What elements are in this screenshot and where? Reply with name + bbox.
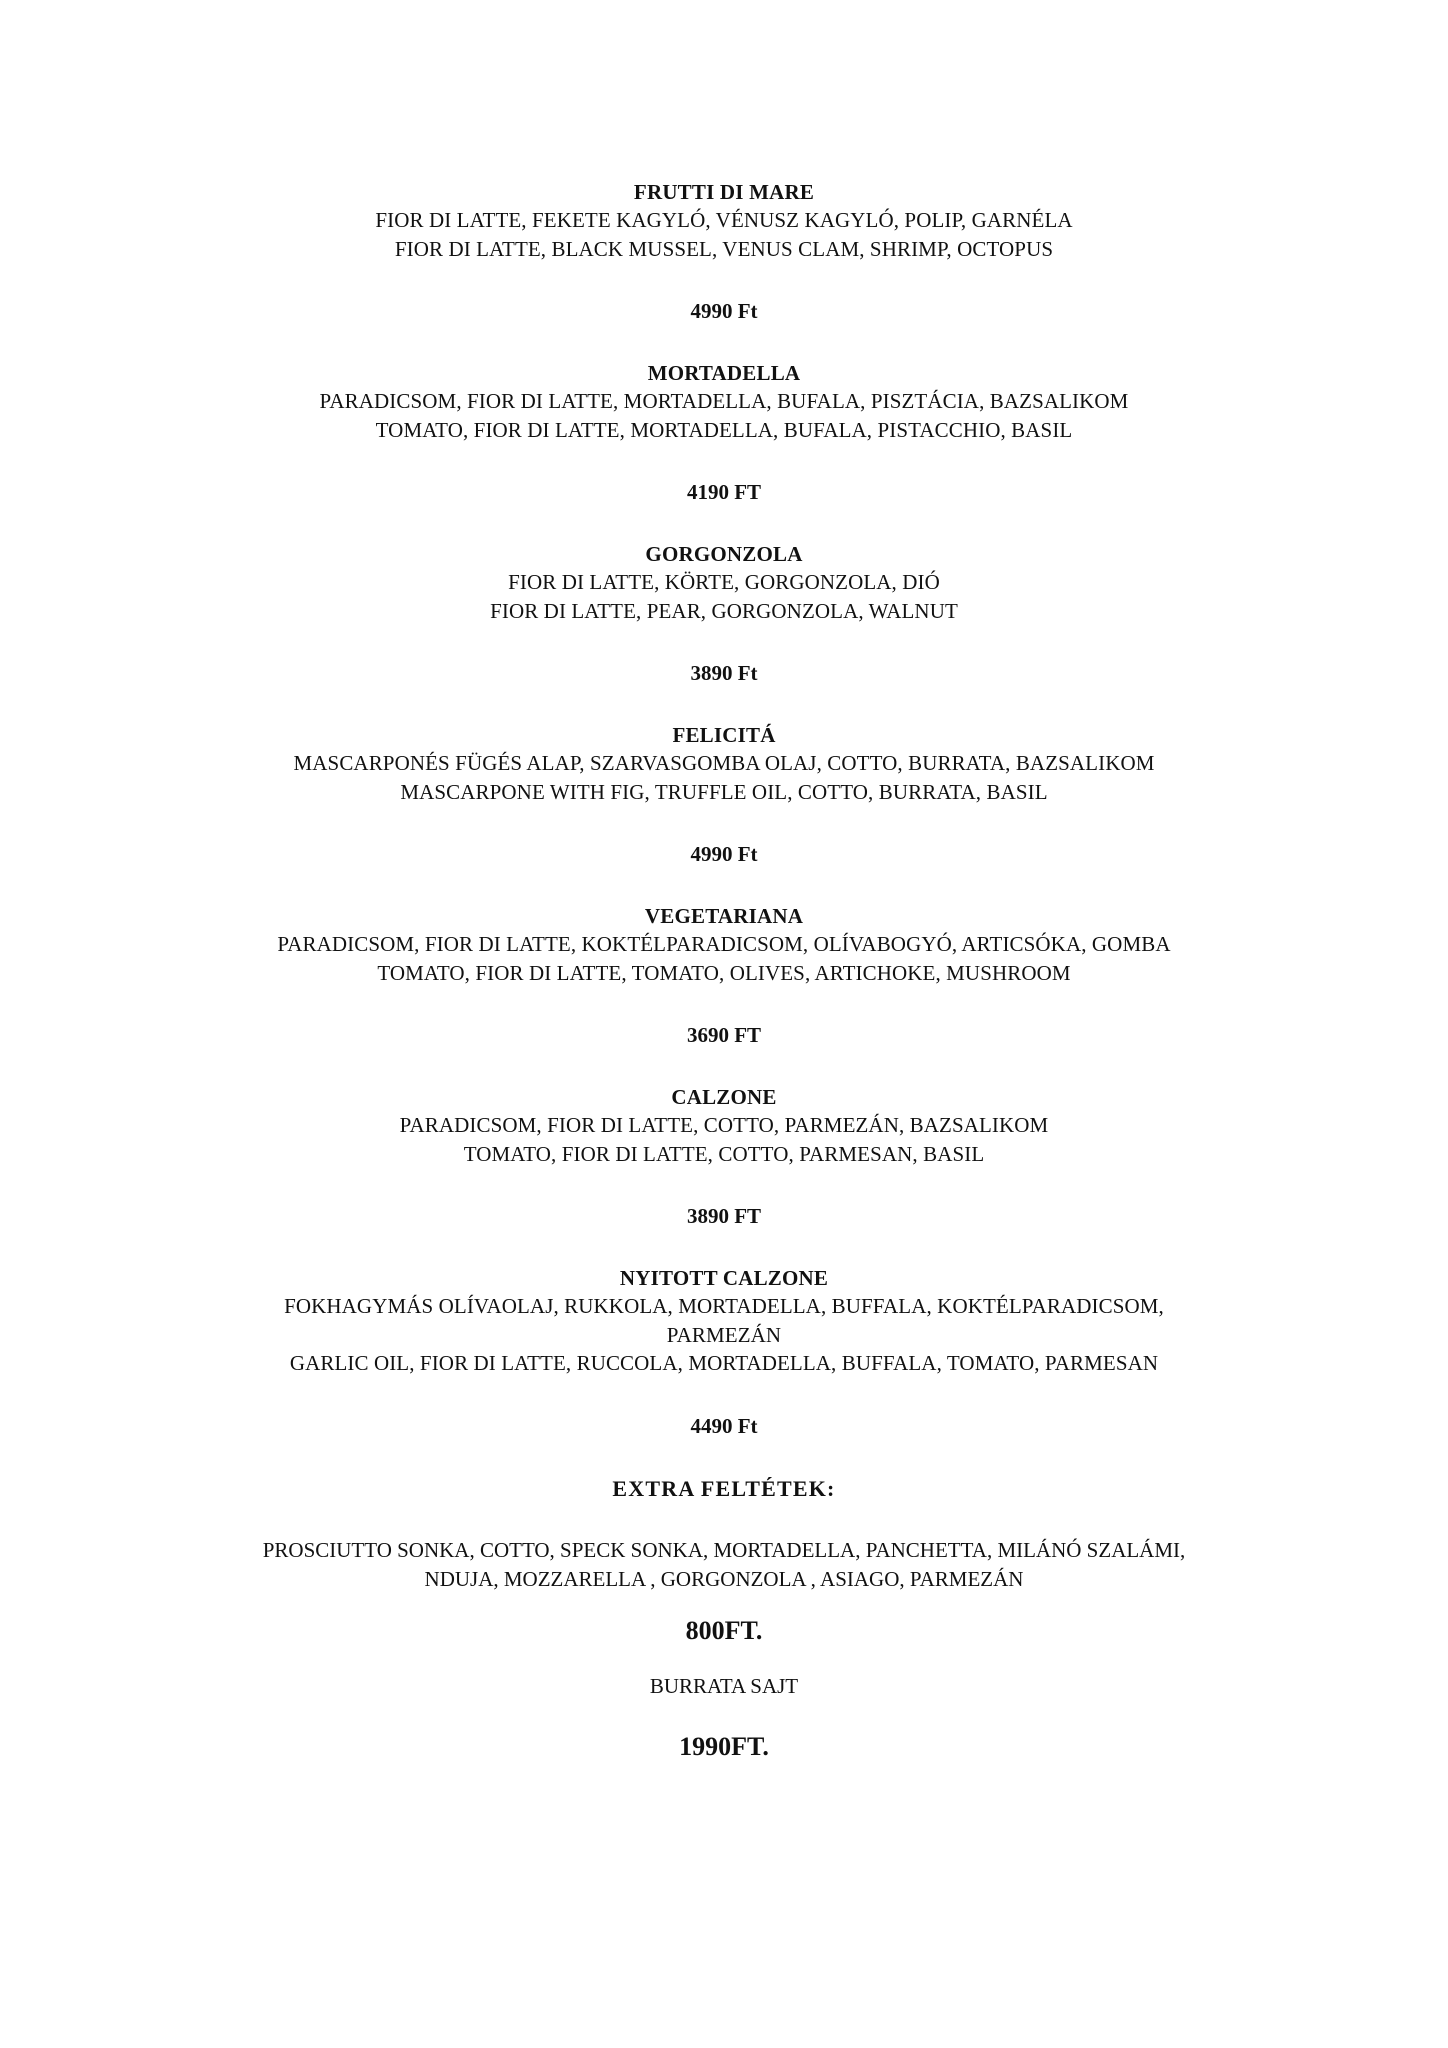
item-ingredients-hu-cont: PARMEZÁN	[666, 1322, 782, 1347]
item-name: FELICITÁ	[672, 723, 776, 747]
menu-item-vegetariana	[0, 902, 1448, 1049]
item-price: 3890 FT	[686, 1204, 762, 1228]
extras-list	[0, 1536, 1448, 1594]
item-ingredients-hu: MASCARPONÉS FÜGÉS ALAP, SZARVASGOMBA OLAJ, COTTO, BURRATA, BAZSALIKOM	[293, 751, 1155, 775]
item-price: 3890 Ft	[690, 661, 758, 685]
item-ingredients-hu: FOKHAGYMÁS OLÍVAOLAJ, RUKKOLA, MORTADELLA, BUFFALA, KOKTÉLPARADICSOM,	[284, 1294, 1164, 1318]
menu-list	[0, 178, 1448, 1764]
item-price: 3690 FT	[686, 1023, 762, 1047]
item-name: CALZONE	[671, 1085, 777, 1109]
menu-item-calzone	[0, 1083, 1448, 1230]
extras-title: EXTRA FELTÉTEK:	[612, 1475, 836, 1501]
item-ingredients-hu: PARADICSOM, FIOR DI LATTE, MORTADELLA, BUFALA, PISZTÁCIA, BAZSALIKOM	[319, 389, 1129, 413]
item-ingredients-en: GARLIC OIL, FIOR DI LATTE, RUCCOLA, MORTADELLA, BUFFALA, TOMATO, PARMESAN	[289, 1351, 1159, 1375]
item-ingredients-hu: PARADICSOM, FIOR DI LATTE, KOKTÉLPARADICSOM, OLÍVABOGYÓ, ARTICSÓKA, GOMBA	[277, 932, 1171, 956]
item-ingredients-en: TOMATO, FIOR DI LATTE, COTTO, PARMESAN, BASIL	[463, 1141, 985, 1166]
extras-section	[0, 1474, 1448, 1764]
item-ingredients-en: FIOR DI LATTE, PEAR, GORGONZOLA, WALNUT	[490, 598, 958, 623]
extras-line: PROSCIUTTO SONKA, COTTO, SPECK SONKA, MORTADELLA, PANCHETTA, MILÁNÓ SZALÁMI,	[262, 1537, 1186, 1562]
item-ingredients-hu: FIOR DI LATTE, KÖRTE, GORGONZOLA, DIÓ	[508, 570, 940, 594]
item-name: VEGETARIANA	[644, 904, 804, 928]
extras-line: NDUJA, MOZZARELLA , GORGONZOLA , ASIAGO, PARMEZÁN	[424, 1566, 1024, 1591]
item-ingredients-en: TOMATO, FIOR DI LATTE, MORTADELLA, BUFALA, PISTACCHIO, BASIL	[375, 417, 1073, 442]
item-ingredients-hu: FIOR DI LATTE, FEKETE KAGYLÓ, VÉNUSZ KAGYLÓ, POLIP, GARNÉLA	[375, 208, 1073, 232]
burrata-label: BURRATA SAJT	[649, 1673, 799, 1698]
item-ingredients-en: TOMATO, FIOR DI LATTE, TOMATO, OLIVES, ARTICHOKE, MUSHROOM	[377, 960, 1071, 985]
item-ingredients-en: MASCARPONE WITH FIG, TRUFFLE OIL, COTTO, BURRATA, BASIL	[400, 779, 1048, 804]
item-price: 4990 Ft	[690, 299, 758, 323]
menu-item-mortadella	[0, 359, 1448, 506]
item-name: GORGONZOLA	[645, 542, 803, 566]
item-price: 4990 Ft	[690, 842, 758, 866]
extras-price: 800FT.	[685, 1615, 763, 1645]
item-price: 4490 Ft	[690, 1413, 758, 1438]
item-ingredients-en: FIOR DI LATTE, BLACK MUSSEL, VENUS CLAM, SHRIMP, OCTOPUS	[394, 236, 1054, 261]
item-ingredients-hu: PARADICSOM, FIOR DI LATTE, COTTO, PARMEZÁN, BAZSALIKOM	[399, 1113, 1049, 1137]
menu-item-felicita	[0, 721, 1448, 868]
item-name: FRUTTI DI MARE	[633, 180, 815, 204]
item-name: NYITOTT CALZONE	[619, 1266, 829, 1290]
item-price: 4190 FT	[686, 480, 762, 504]
menu-item-gorgonzola	[0, 540, 1448, 687]
menu-item-nyitott-calzone	[0, 1264, 1448, 1440]
item-name: MORTADELLA	[647, 361, 801, 385]
menu-item-frutti-di-mare	[0, 178, 1448, 325]
burrata-price: 1990FT.	[679, 1731, 769, 1761]
